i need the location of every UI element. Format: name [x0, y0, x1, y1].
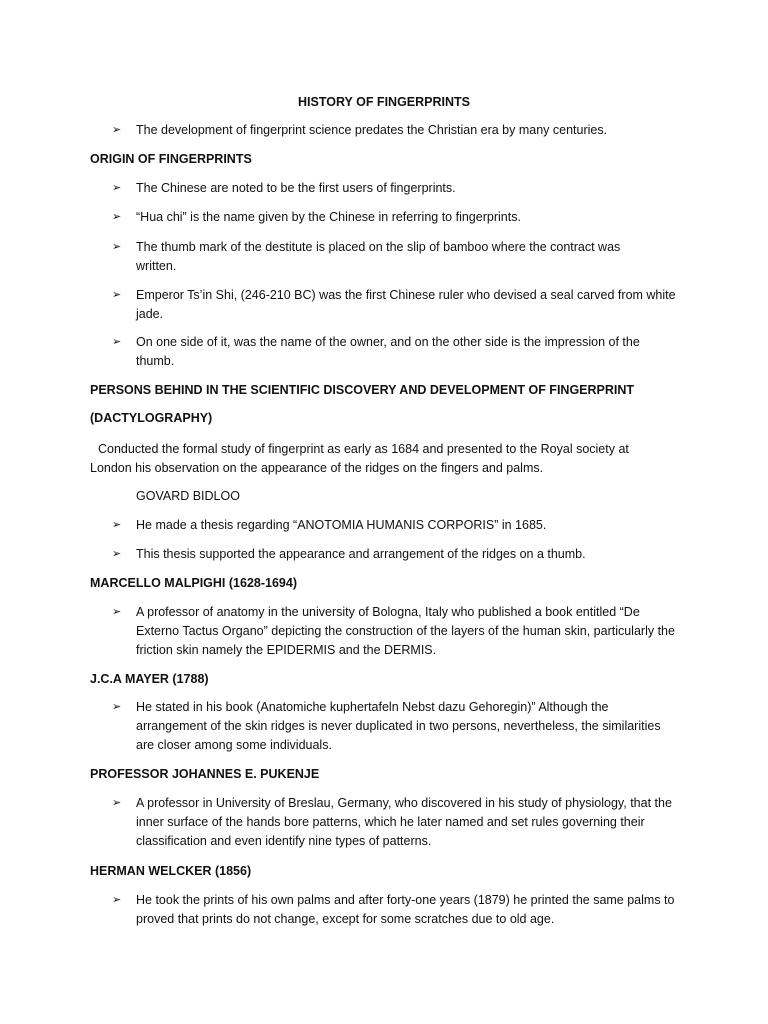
bullet-text: He stated in his book (Anatomiche kuphertafeln Nebst dazu Gehoregin)” Although the arrangement of the skin ridges is never duplicated in two persons, nevertheless, the similarities are closer among some individuals.	[136, 700, 661, 752]
malpighi-bullet	[112, 603, 677, 660]
pukenje-heading: PROFESSOR JOHANNES E. PUKENJE	[90, 767, 320, 781]
bullet-text: He made a thesis regarding “ANOTOMIA HUMANIS CORPORIS” in 1685.	[136, 518, 547, 532]
persons-subheading: (DACTYLOGRAPHY)	[90, 411, 213, 425]
origin-bullet	[112, 238, 652, 276]
arrow-bullet-icon: ➢	[112, 211, 122, 223]
bullet-text: The Chinese are noted to be the first users of fingerprints.	[136, 181, 456, 195]
arrow-bullet-icon: ➢	[112, 548, 122, 560]
origin-bullet	[112, 179, 692, 198]
welcker-bullet	[112, 891, 682, 929]
arrow-bullet-icon: ➢	[112, 289, 122, 301]
mayer-heading: J.C.A MAYER (1788)	[90, 672, 209, 686]
document-title: HISTORY OF FINGERPRINTS	[297, 95, 470, 109]
pukenje-bullet	[112, 794, 687, 851]
arrow-bullet-icon: ➢	[112, 336, 122, 348]
bullet-text: Emperor Ts’in Shi, (246-210 BC) was the first Chinese ruler who devised a seal carved from white jade.	[136, 288, 676, 321]
arrow-bullet-icon: ➢	[112, 797, 122, 809]
origin-heading: ORIGIN OF FINGERPRINTS	[90, 152, 252, 166]
origin-bullet	[112, 286, 682, 324]
origin-bullet	[112, 208, 692, 227]
intro-bullet	[112, 121, 692, 140]
bidloo-name: GOVARD BIDLOO	[136, 489, 240, 503]
arrow-bullet-icon: ➢	[112, 701, 122, 713]
arrow-bullet-icon: ➢	[112, 182, 122, 194]
bullet-text: A professor of anatomy in the university of Bologna, Italy who published a book entitled “De Externo Tactus Organo” depicting the construction of the layers of the human skin, particularly the friction skin namely the EPIDERMIS and the DERMIS.	[136, 605, 675, 657]
persons-heading: PERSONS BEHIND IN THE SCIENTIFIC DISCOVERY AND DEVELOPMENT OF FINGERPRINT	[90, 383, 635, 397]
arrow-bullet-icon: ➢	[112, 241, 122, 253]
arrow-bullet-icon: ➢	[112, 519, 122, 531]
welcker-heading: HERMAN WELCKER (1856)	[90, 864, 252, 878]
bidloo-bullet	[112, 516, 692, 535]
malpighi-heading: MARCELLO MALPIGHI (1628-1694)	[90, 576, 297, 590]
arrow-bullet-icon: ➢	[112, 606, 122, 618]
bullet-text: He took the prints of his own palms and after forty-one years (1879) he printed the same palms to proved that prints do not change, except for some scratches due to old age.	[136, 893, 675, 926]
mayer-bullet	[112, 698, 677, 755]
bullet-text: The development of fingerprint science predates the Christian era by many centuries.	[136, 123, 608, 137]
bullet-text: On one side of it, was the name of the owner, and on the other side is the impression of the thumb.	[136, 335, 640, 368]
bullet-text: This thesis supported the appearance and arrangement of the ridges on a thumb.	[136, 547, 586, 561]
bidloo-bullet	[112, 545, 692, 564]
bullet-text: “Hua chi” is the name given by the Chinese in referring to fingerprints.	[136, 210, 521, 224]
bullet-text: A professor in University of Breslau, Germany, who discovered in his study of physiology, that the inner surface of the hands bore patterns, which he later named and set rules governing their classification and even identify nine types of patterns.	[136, 796, 672, 848]
origin-bullet	[112, 333, 672, 371]
bullet-text: The thumb mark of the destitute is placed on the slip of bamboo where the contract was written.	[136, 240, 621, 273]
arrow-bullet-icon: ➢	[112, 124, 122, 136]
persons-paragraph: Conducted the formal study of fingerprint as early as 1684 and presented to the Royal society at London his observation on the appearance of the ridges on the fingers and palms.	[90, 442, 629, 475]
arrow-bullet-icon: ➢	[112, 894, 122, 906]
